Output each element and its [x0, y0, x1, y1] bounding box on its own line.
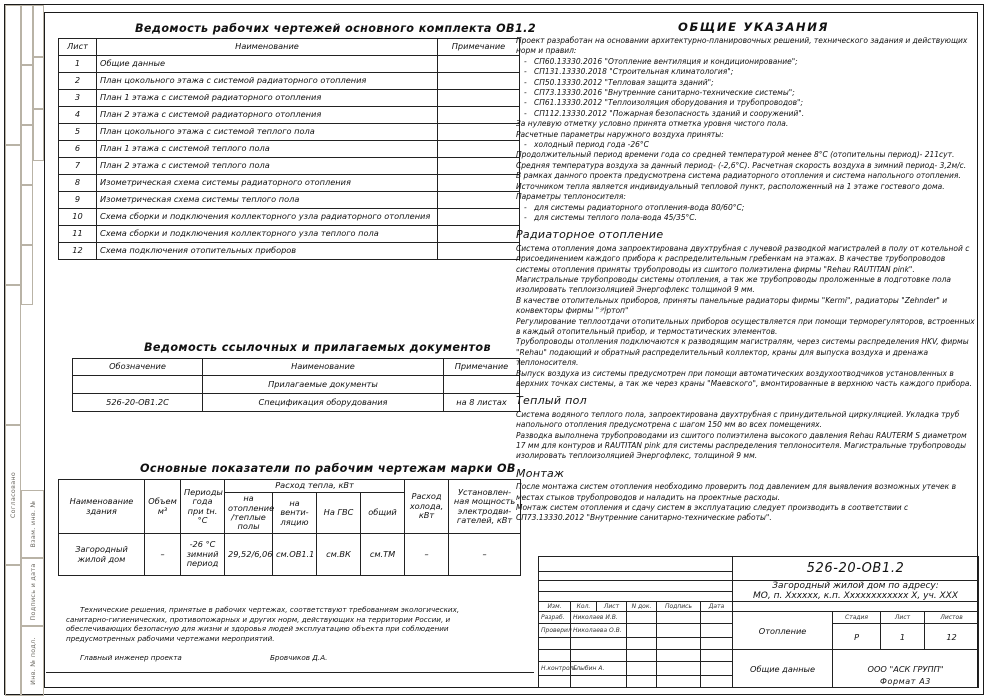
sheet-note: [438, 209, 520, 226]
ind-header-heating: на отопление /теплые полы: [225, 493, 273, 534]
mounting-paragraph: После монтажа систем отопления необходимо проверить под давлением для выявления возможных утечек в местах стыков трубопроводов и наладить на проектные расходы.: [516, 482, 957, 502]
table-row: [73, 394, 520, 412]
margin-label-podpis-data: Подпись и дата: [28, 562, 37, 621]
floor-paragraph: Разводка выполнена трубопроводами из сшитого полиэтилена высокого давления Rehau RAUTERM S диаметром 17 мм для контуров и RAUTITAN pink для системы распределения теплоносителя. Магистральные трубопроводы изолировать теплоизоляцией Энергофлекс, толщиной 9 мм.: [516, 430, 967, 461]
margin-cell-b4: [21, 185, 33, 245]
sheet-number: 12: [59, 243, 97, 260]
coolant-param-item: [516, 213, 978, 223]
norm-text: СП73.13330.2016 "Внутренние санитарно-технические системы";: [534, 88, 795, 98]
docs-header-name: Наименование: [203, 359, 444, 376]
table-row: [59, 56, 520, 73]
stamp-data-1: [701, 624, 733, 638]
sheet-name: Общие данные: [97, 56, 438, 73]
norm-item: [516, 67, 978, 77]
stamp-name-5: [571, 676, 627, 688]
signature-row: [66, 653, 466, 663]
bullet-dash-icon: -: [524, 212, 527, 222]
margin-cell-b3: [21, 125, 33, 185]
coolant-param-text: для системы радиаторного отопления-вода 80/60°С;: [534, 202, 745, 212]
floor-paragraph: Система водяного теплого пола, запроектирована двухтрубная с принудительной циркуляцией. Укладка труб напольного отопления предусмотрена с шагом 150 мм во всех помещениях.: [516, 409, 960, 430]
signature-role: Главный инженер проекта: [80, 652, 182, 662]
doc-note: [444, 376, 520, 394]
ind-volume: –: [145, 534, 181, 576]
radiator-paragraph: Выпуск воздуха из системы предусмотрен при помощи автоматических воздухоотводчиков установленных в верхних точках системы, а так же через краны "Маевского", вмонтированные в верхнюю часть каждого прибора.: [516, 368, 972, 388]
section-title-mounting: Монтаж: [516, 466, 565, 480]
ind-header-building: Наименование здания: [59, 480, 145, 534]
docs-table-title: Ведомость ссылочных и прилагаемых документов: [144, 341, 491, 354]
ind-heating: 29,52/6,06: [225, 534, 273, 576]
coolant-list: [516, 203, 978, 224]
section-title-floor: Теплый пол: [516, 394, 587, 408]
stamp-col-data: Дата: [701, 602, 733, 612]
margin-label-soglasovano: Согласовано: [9, 471, 17, 518]
norm-text: СП131.13330.2018 "Строительная климатология";: [534, 67, 734, 77]
sheet-name: План цокольного этажа с системой радиаторного отопления: [97, 73, 438, 90]
table-row: [59, 73, 520, 90]
sheet-format-label: Формат А3: [880, 677, 931, 686]
stamp-data-0: [701, 612, 733, 624]
norm-text: СП61.13330.2012 "Теплоизоляция оборудования и трубопроводов";: [534, 98, 804, 108]
margin-cell-inv-podl: [21, 626, 44, 696]
stamp-blank-r4: [539, 591, 733, 602]
signature-name: Бровчиков Д.А.: [270, 652, 328, 662]
norm-item: [516, 88, 978, 98]
stamp-podpis-3: [657, 650, 701, 662]
ind-dhw: см.ВК: [317, 534, 361, 576]
stamp-spacer-a: [733, 602, 979, 612]
stamp-sign-0: [627, 612, 657, 624]
sheet-number: 10: [59, 209, 97, 226]
sheet-number: 11: [59, 226, 97, 243]
stamp-blank-r1: [539, 557, 733, 572]
stamp-stage-header: Стадия: [833, 612, 881, 624]
stamp-podpis-0: [657, 612, 701, 624]
sheet-note: [438, 73, 520, 90]
ind-total: см.ТМ: [361, 534, 405, 576]
stamp-role-5: [539, 676, 571, 688]
table-row: [59, 158, 520, 175]
stamp-col-podpis: Подпись: [657, 602, 701, 612]
general-notes-title: ОБЩИЕ УКАЗАНИЯ: [678, 20, 830, 34]
norm-item: [516, 57, 978, 67]
bottom-note-paragraph: Технические решения, принятые в рабочих чертежах, соответствуют требованиям экологических, санитарно-гигиенических, противопожарных и других норм, действующих на территории России, и обеспечивающих безопасную для жизни и здоровья людей эксплуатацию объекта при соблюдении предусмотренных рабочими чертежами мероприятий.: [66, 605, 460, 643]
norm-item: [516, 78, 978, 88]
sheet-name: Схема подключения отопительных приборов: [97, 243, 438, 260]
stamp-role-0: Разраб.: [539, 612, 571, 624]
stamp-podpis-5: [657, 676, 701, 688]
ind-header-total: общий: [361, 493, 405, 534]
margin-cell-a1: [5, 5, 21, 145]
bottom-separator-line: [46, 672, 534, 673]
table-row: [59, 209, 520, 226]
sheet-name: План 1 этажа с системой радиаторного отопления: [97, 90, 438, 107]
margin-cell-a2: [5, 145, 21, 285]
stamp-object: [733, 581, 979, 602]
sheet-name: План 1 этажа с системой теплого пола: [97, 141, 438, 158]
ind-header-heat-group: Расход тепла, кВт: [225, 480, 405, 493]
general-notes-body: [516, 36, 978, 524]
norm-item: [516, 109, 978, 119]
stamp-podpis-1: [657, 624, 701, 638]
notes-after-1: Расчетные параметры наружного воздуха приняты:: [516, 129, 724, 139]
stamp-name-1: Николаева О.В.: [571, 624, 627, 638]
sheet-name: План 2 этажа с системой теплого пола: [97, 158, 438, 175]
bullet-dash-icon: -: [524, 77, 527, 87]
stamp-data-5: [701, 676, 733, 688]
margin-cell-soglasovano: [5, 425, 21, 565]
bullet-dash-icon: -: [524, 202, 527, 212]
radiator-paragraph: Трубопроводы отопления подключаются к разводящим магистралям, через системы распределения HKV, фирмы "Rehau" подающий и обратный распределительный коллектор, краны для выпуска воздуха и дренажа теплоносителя.: [516, 337, 969, 368]
stamp-col-headers: [539, 602, 979, 612]
margin-cell-c1: [33, 5, 44, 57]
stamp-role-3: [539, 650, 571, 662]
ind-ventilation: см.ОВ1.1: [273, 534, 317, 576]
stamp-role-2: [539, 638, 571, 650]
sheet-number: 2: [59, 73, 97, 90]
doc-name: Прилагаемые документы: [203, 376, 444, 394]
stamp-object-line2: МО, п. Хххххх, к.п. Хххххххххххх Х, уч. ХХХ: [753, 591, 959, 601]
doc-note: на 8 листах: [444, 394, 520, 412]
bullet-dash-icon: -: [524, 108, 527, 118]
norm-text: СП112.13330.2012 "Пожарная безопасность зданий и сооружений".: [534, 108, 805, 118]
doc-code: [73, 376, 203, 394]
notes-body-list: [516, 150, 978, 202]
coolant-param-text: для системы теплого пола-вода 45/35°С.: [534, 212, 697, 222]
stamp-sign-2: [627, 638, 657, 650]
sheet-note: [438, 124, 520, 141]
sheet-note: [438, 56, 520, 73]
norm-text: СП60.13330.2016 "Отопление вентиляция и кондиционирование";: [534, 56, 798, 66]
stamp-doc-code: 526-20-ОВ1.2: [733, 557, 979, 581]
air-params-list: [516, 140, 978, 150]
margin-cell-b2: [21, 65, 33, 125]
stamp-podpis-4: [657, 662, 701, 676]
docs-table: [72, 358, 520, 412]
stamp-name-2: [571, 638, 627, 650]
bullet-dash-icon: -: [524, 67, 527, 77]
indicators-header-row-1: [59, 480, 521, 493]
stamp-stage-value: Р: [833, 624, 881, 650]
radiator-paragraph: Регулирование теплоотдачи отопительных приборов осуществляется при помощи терморегуляторов, встроенных в каждый отопительный прибор, и термостатических элементов.: [516, 316, 975, 336]
stamp-sign-1: [627, 624, 657, 638]
radiator-paragraphs: [516, 244, 978, 390]
table-row: [59, 192, 520, 209]
sheet-name: План цокольного этажа с системой теплого пола: [97, 124, 438, 141]
title-block: [538, 556, 978, 687]
radiator-paragraph: В качестве отопительных приборов, приняты панельные радиаторы фирмы "Kermi", радиаторы "Zehnder" и конвекторы фирмы "카ртоп": [516, 295, 948, 316]
stamp-col-izm: Изм.: [539, 602, 571, 612]
sheet-number: 7: [59, 158, 97, 175]
stamp-col-list: Лист: [597, 602, 627, 612]
mounting-paragraph: Монтаж систем отопления и сдачу систем в эксплуатацию следует производить в соответствии с СП73.13330.2012 "Внутренние санитарно-технические работы".: [516, 503, 909, 523]
stamp-name-0: Николаев И.В.: [571, 612, 627, 624]
stamp-podpis-2: [657, 638, 701, 650]
notes-after-0: За нулевую отметку условно принята отметка уровня чистого пола.: [516, 119, 789, 129]
sheets-header-note: Примечание: [438, 39, 520, 56]
stamp-list-value: 1: [881, 624, 925, 650]
table-row: [59, 124, 520, 141]
stamp-name-3: [571, 650, 627, 662]
table-row: [59, 107, 520, 124]
sheet-name: Схема сборки и подключения коллекторного узла радиаторного отопления: [97, 209, 438, 226]
section-title-radiator: Радиаторное отопление: [516, 228, 664, 242]
margin-cell-a3: [5, 285, 21, 425]
sheet-number: 1: [59, 56, 97, 73]
stamp-data-3: [701, 650, 733, 662]
notes-paragraph: В рамках данного проекта предусмотрена система радиаторного отопления и система напольного отопления.: [516, 171, 961, 181]
table-row: [73, 376, 520, 394]
notes-paragraph: Средняя температура воздуха за данный период- (-2,6°С). Расчетная скорость воздуха в зимний период- 3,2м/с.: [516, 160, 967, 170]
coolant-param-item: [516, 203, 978, 213]
docs-header-note: Примечание: [444, 359, 520, 376]
ind-cold: –: [405, 534, 449, 576]
docs-table-header-row: [73, 359, 520, 376]
sheets-table-header-row: [59, 39, 520, 56]
stamp-role-1: Проверил: [539, 624, 571, 638]
sheet-name: План 2 этажа с системой радиаторного отопления: [97, 107, 438, 124]
sheet-number: 5: [59, 124, 97, 141]
title-block-table: [538, 556, 979, 688]
ind-power: –: [449, 534, 521, 576]
air-param-text: холодный период года -26°С: [534, 140, 649, 150]
table-row: [59, 175, 520, 192]
norm-item: [516, 98, 978, 108]
bottom-note: [66, 598, 466, 662]
margin-cell-b1: [21, 5, 33, 65]
stamp-sign-3: [627, 650, 657, 662]
stamp-col-ndok: N док.: [627, 602, 657, 612]
notes-intro: Проект разработан на основании архитектурно-планировочных решений, технического задания и действующих норм и правил:: [516, 36, 968, 56]
sheets-table: [58, 38, 520, 260]
sheet-note: [438, 141, 520, 158]
ind-header-cold: Расход холода, кВт: [405, 480, 449, 534]
stamp-company: ООО "АСК ГРУПП": [833, 650, 979, 688]
docs-header-code: Обозначение: [73, 359, 203, 376]
norm-text: СП50.13330.2012 "Тепловая защита зданий";: [534, 77, 714, 87]
stamp-sheet-title: Общие данные: [733, 650, 833, 688]
sheet-note: [438, 243, 520, 260]
stamp-role-4: Н.контроль: [539, 662, 571, 676]
notes-paragraph: Источником тепла является индивидуальный тепловой пункт, расположенный на 1 этаже гостевого дома. Параметры теплоносителя:: [516, 181, 945, 202]
margin-cell-a5: [5, 565, 21, 696]
margin-cell-b5: [21, 245, 33, 305]
stamp-data-2: [701, 638, 733, 650]
sheet-note: [438, 158, 520, 175]
bullet-dash-icon: -: [524, 88, 527, 98]
doc-name: Спецификация оборудования: [203, 394, 444, 412]
bullet-dash-icon: -: [524, 140, 527, 150]
stamp-col-kol: Кол.: [571, 602, 597, 612]
doc-code: 526-20-ОВ1.2С: [73, 394, 203, 412]
sheet-name: Изометрическая схема системы теплого пола: [97, 192, 438, 209]
stamp-sign-5: [627, 676, 657, 688]
ind-header-periods: Периоды года при tн.°С: [181, 480, 225, 534]
stamp-section-title: Отопление: [733, 612, 833, 650]
sheets-header-list: Лист: [59, 39, 97, 56]
mounting-paragraphs: [516, 482, 978, 524]
stamp-list-header: Лист: [881, 612, 925, 624]
margin-cell-c3: [33, 109, 44, 161]
ind-header-dhw: На ГВС: [317, 493, 361, 534]
bullet-dash-icon: -: [524, 56, 527, 66]
stamp-blank-r2: [539, 572, 733, 581]
stamp-listov-header: Листов: [925, 612, 979, 624]
stamp-object-line1: Загородный жилой дом по адресу:: [772, 581, 939, 591]
table-row: [59, 90, 520, 107]
air-param-item: [516, 140, 978, 150]
table-row: [59, 226, 520, 243]
margin-cell-vzam-inv: [21, 490, 44, 558]
stamp-name-4: Глыбин А.: [571, 662, 627, 676]
ind-building: Загородный жилой дом: [59, 534, 145, 576]
sheet-note: [438, 192, 520, 209]
sheet-name: Изометрическая схема системы радиаторного отопления: [97, 175, 438, 192]
sheet-number: 3: [59, 90, 97, 107]
table-row: [59, 141, 520, 158]
indicators-table-title: Основные показатели по рабочим чертежам марки ОВ: [140, 462, 516, 475]
notes-paragraph: Продолжительный период времени года со средней температурой менее 8°С (отопительны период)- 211сут.: [516, 150, 955, 160]
stamp-blank-r3: [539, 581, 733, 592]
norms-list: [516, 57, 978, 119]
ind-header-volume: Объем м³: [145, 480, 181, 534]
ind-header-ventilation: на венти-ляцию: [273, 493, 317, 534]
radiator-paragraph: Система отопления дома запроектирована двухтрубная с лучевой разводкой магистралей в полу от котельной с присоединением каждого прибора к распределительным гребенкам на этажах. В качестве трубопроводов системы отопления приняты трубопроводы из сшитого полиэтилена фирмы "Rehau RAUTITAN pink". Магистральные трубопроводы системы отопления, а так же трубопроводы проложенные в подготовке пола изолировать теплоизоляцией Энергофлекс толщиной 9 мм.: [516, 243, 970, 295]
floor-paragraphs: [516, 410, 978, 462]
table-row: [59, 534, 521, 576]
sheet-note: [438, 90, 520, 107]
sheet-number: 4: [59, 107, 97, 124]
margin-label-inv-podl: Инв. № подл.: [28, 636, 37, 685]
sheet-number: 8: [59, 175, 97, 192]
margin-label-vzam-inv: Взам. инв. №: [28, 500, 37, 547]
table-row: [59, 243, 520, 260]
indicators-table: [58, 479, 521, 576]
ind-periods: -26 °С зимний период: [181, 534, 225, 576]
left-margin-strip: [5, 5, 44, 696]
sheet-name: Схема сборки и подключения коллекторного узла теплого пола: [97, 226, 438, 243]
margin-cell-podpis-data: [21, 558, 44, 626]
sheet-note: [438, 107, 520, 124]
sheets-table-title: Ведомость рабочих чертежей основного комплекта ОВ1.2: [135, 22, 537, 35]
sheet-number: 6: [59, 141, 97, 158]
bullet-dash-icon: -: [524, 98, 527, 108]
sheets-header-name: Наименование: [97, 39, 438, 56]
sheet-number: 9: [59, 192, 97, 209]
stamp-data-4: [701, 662, 733, 676]
stamp-sign-4: [627, 662, 657, 676]
margin-cell-c2: [33, 57, 44, 109]
stamp-listov-value: 12: [925, 624, 979, 650]
ind-header-power: Установлен-ная мощность электродви-гателей, кВт: [449, 480, 521, 534]
sheet-note: [438, 175, 520, 192]
sheet-note: [438, 226, 520, 243]
